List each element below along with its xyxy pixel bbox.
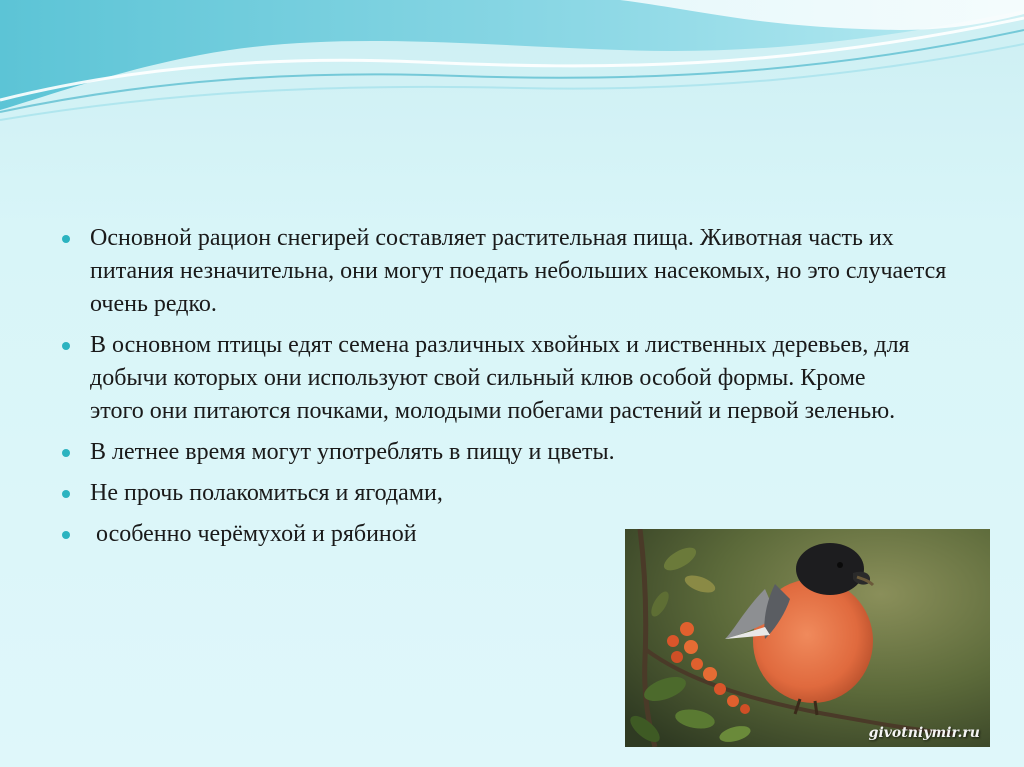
bullet-text: особенно черёмухой и рябиной <box>90 521 417 547</box>
bullet-dot-icon <box>62 490 70 498</box>
bullet-list <box>58 222 958 551</box>
bullet-item <box>58 477 958 510</box>
bullet-item <box>58 436 958 469</box>
header-wave-decoration <box>0 0 1024 130</box>
bullet-item <box>58 222 958 321</box>
bullet-dot-icon <box>62 235 70 243</box>
bullfinch-photo <box>625 529 990 747</box>
bullfinch-illustration <box>625 529 990 747</box>
bullet-text: Основной рацион снегирей составляет растительная пища. Животная часть их питания незначительна, они могут поедать небольших насекомых, но это случается очень редко. <box>90 225 947 317</box>
photo-watermark: givotniymir.ru <box>868 725 980 741</box>
bullet-dot-icon <box>62 342 70 350</box>
bullet-dot-icon <box>62 531 70 539</box>
bullet-text: В основном птицы едят семена различных хвойных и лиственных деревьев, для добычи которых они используют свой сильный клюв особой формы. Кроме этого они питаются почками, молодыми побегами растений и первой зеленью. <box>90 332 910 424</box>
content-area <box>58 222 958 559</box>
bullet-dot-icon <box>62 449 70 457</box>
bullet-text: Не прочь полакомиться и ягодами, <box>90 480 443 506</box>
bullet-item <box>58 329 958 428</box>
bullet-text: В летнее время могут употреблять в пищу и цветы. <box>90 439 615 465</box>
